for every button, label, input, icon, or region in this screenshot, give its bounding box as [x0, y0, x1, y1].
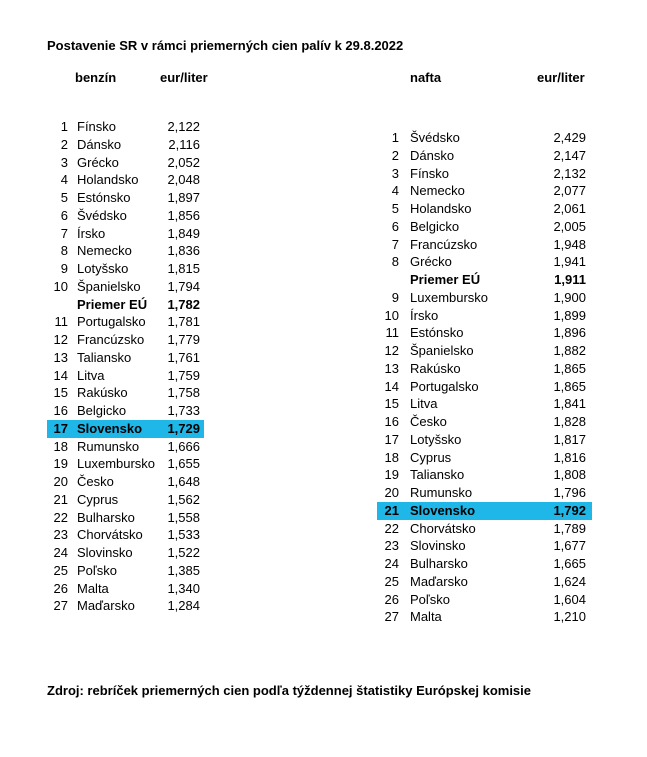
rank-cell: 24: [384, 556, 399, 571]
rank-cell: 19: [53, 456, 68, 472]
rank-cell: 23: [53, 527, 68, 543]
price-cell: 2,048: [167, 172, 200, 188]
country-cell: Slovensko: [410, 502, 476, 518]
price-cell: 1,899: [553, 307, 586, 323]
country-cell: Malta: [410, 609, 442, 625]
rank-cell: 15: [384, 396, 399, 412]
rank-cell: 3: [60, 154, 68, 170]
rank-cell: 10: [384, 307, 399, 323]
price-cell: 1,828: [553, 414, 586, 429]
table-row: [47, 331, 204, 349]
country-cell: Španielsko: [410, 343, 474, 358]
country-cell: Dánsko: [410, 147, 455, 163]
rank-cell: 21: [53, 491, 68, 507]
country-cell: Nemecko: [410, 183, 465, 199]
table-row: [377, 555, 592, 573]
highlighted-row: [47, 420, 204, 438]
table-row: [47, 491, 204, 509]
price-cell: 1,340: [167, 580, 200, 596]
table-row: [47, 526, 204, 544]
rank-cell: 20: [53, 474, 68, 489]
rank-cell: 27: [53, 598, 68, 614]
table-row: [377, 360, 592, 378]
rank-cell: 11: [385, 325, 399, 341]
country-cell: Rumunsko: [77, 438, 140, 454]
rank-cell: 26: [53, 580, 68, 596]
country-cell: Írsko: [77, 225, 106, 241]
price-cell: 2,116: [168, 136, 200, 152]
nafta-ranking-table: [377, 129, 592, 626]
table-row: [47, 189, 204, 207]
rank-cell: 8: [60, 243, 68, 259]
country-cell: Švédsko: [410, 130, 460, 145]
country-cell: Švédsko: [77, 207, 127, 223]
table-row: [377, 395, 592, 413]
table-row: [47, 367, 204, 385]
price-cell: 1,385: [167, 562, 200, 578]
price-cell: 1,558: [167, 509, 200, 525]
price-cell: 2,005: [553, 218, 586, 234]
price-cell: 1,882: [553, 343, 586, 358]
country-cell: Dánsko: [77, 136, 122, 152]
rank-cell: 3: [391, 165, 399, 181]
table-row: [47, 278, 204, 296]
country-cell: Estónsko: [77, 190, 131, 205]
country-cell: Grécko: [77, 154, 119, 170]
rank-cell: 14: [384, 378, 399, 394]
rank-cell: 18: [53, 438, 68, 454]
table-row: [47, 313, 204, 331]
price-cell: 2,122: [167, 119, 200, 134]
table-row: [377, 165, 592, 183]
price-cell: 1,624: [553, 573, 586, 589]
benzin-header-unit: eur/liter: [160, 70, 208, 85]
table-row: [377, 608, 592, 626]
price-cell: 1,782: [167, 296, 200, 312]
country-cell: Fínsko: [77, 119, 117, 134]
rank-cell: 11: [54, 314, 68, 330]
price-cell: 1,896: [553, 325, 586, 341]
country-cell: Bulharsko: [410, 556, 468, 571]
country-cell: Česko: [410, 414, 447, 429]
table-row: [377, 307, 592, 325]
rank-cell: 13: [53, 349, 68, 365]
eu-average-row: [377, 271, 592, 289]
nafta-header-unit: eur/liter: [537, 70, 585, 85]
table-row: [377, 218, 592, 236]
price-cell: 1,665: [553, 556, 586, 571]
table-row: [47, 118, 204, 136]
price-cell: 1,792: [553, 502, 586, 518]
country-cell: Slovinsko: [410, 538, 466, 554]
price-cell: 1,655: [167, 456, 200, 472]
price-cell: 2,061: [553, 201, 586, 216]
table-row: [47, 562, 204, 580]
country-cell: Maďarsko: [410, 573, 468, 589]
rank-cell: 2: [391, 147, 399, 163]
country-cell: Holandsko: [410, 201, 472, 216]
price-cell: 1,779: [167, 332, 200, 347]
table-row: [377, 431, 592, 449]
rank-cell: 16: [384, 414, 399, 429]
table-row: [377, 182, 592, 200]
table-row: [47, 242, 204, 260]
country-cell: Portugalsko: [77, 314, 146, 330]
country-cell: Rumunsko: [410, 485, 473, 500]
price-cell: 1,794: [167, 278, 200, 294]
country-cell: Lotyšsko: [77, 261, 129, 276]
rank-cell: 1: [391, 130, 399, 145]
rank-cell: 17: [384, 431, 399, 447]
price-cell: 1,562: [167, 491, 200, 507]
table-row: [377, 537, 592, 555]
price-cell: 1,865: [553, 360, 586, 376]
country-cell: Taliansko: [410, 467, 465, 483]
rank-cell: 9: [60, 261, 68, 276]
rank-cell: 13: [384, 360, 399, 376]
country-cell: Priemer EÚ: [410, 272, 481, 287]
rank-cell: 20: [384, 485, 399, 500]
table-row: [377, 147, 592, 165]
country-cell: Belgicko: [77, 403, 127, 418]
price-cell: 1,897: [167, 190, 200, 205]
rank-cell: 16: [53, 403, 68, 418]
table-row: [377, 573, 592, 591]
price-cell: 1,948: [553, 236, 586, 252]
country-cell: Rakúsko: [410, 360, 461, 376]
table-row: [377, 413, 592, 431]
country-cell: Nemecko: [77, 243, 132, 259]
price-cell: 1,284: [167, 598, 200, 614]
country-cell: Bulharsko: [77, 509, 135, 525]
table-row: [377, 449, 592, 467]
rank-cell: 5: [391, 201, 399, 216]
table-row: [47, 136, 204, 154]
country-cell: Holandsko: [77, 172, 139, 188]
rank-cell: 26: [384, 591, 399, 607]
table-row: [47, 349, 204, 367]
price-cell: 1,900: [553, 289, 586, 305]
country-cell: Luxembursko: [77, 456, 156, 472]
rank-cell: 4: [60, 172, 68, 188]
table-row: [377, 484, 592, 502]
table-row: [47, 154, 204, 172]
rank-cell: 12: [53, 332, 68, 347]
rank-cell: 9: [391, 289, 399, 305]
price-cell: 1,761: [167, 349, 200, 365]
country-cell: Francúzsko: [410, 236, 478, 252]
table-row: [377, 253, 592, 271]
country-cell: Litva: [77, 367, 105, 383]
country-cell: Portugalsko: [410, 378, 479, 394]
country-cell: Lotyšsko: [410, 431, 462, 447]
rank-cell: 25: [53, 562, 68, 578]
price-cell: 1,729: [167, 420, 200, 436]
table-row: [47, 171, 204, 189]
table-row: [377, 342, 592, 360]
rank-cell: 6: [391, 218, 399, 234]
table-row: [47, 544, 204, 562]
country-cell: Cyprus: [77, 491, 119, 507]
table-row: [377, 378, 592, 396]
rank-cell: 14: [53, 367, 68, 383]
benzin-header-fuel: benzín: [75, 70, 117, 85]
country-cell: Írsko: [410, 307, 439, 323]
table-row: [377, 324, 592, 342]
nafta-header-fuel: nafta: [410, 70, 442, 85]
table-row: [47, 580, 204, 598]
price-cell: 1,210: [553, 609, 586, 625]
price-cell: 1,911: [554, 272, 586, 287]
country-cell: Poľsko: [410, 591, 450, 607]
rank-cell: 19: [384, 467, 399, 483]
eu-average-row: [47, 296, 204, 314]
price-cell: 1,816: [553, 449, 586, 465]
price-cell: 1,841: [553, 396, 586, 412]
rank-cell: 21: [384, 502, 399, 518]
price-cell: 1,666: [167, 438, 200, 454]
table-row: [377, 200, 592, 218]
country-cell: Rakúsko: [77, 385, 128, 401]
country-cell: Slovinsko: [77, 545, 133, 560]
country-cell: Španielsko: [77, 278, 141, 294]
table-row: [377, 129, 592, 147]
rank-cell: 8: [391, 254, 399, 270]
rank-cell: 4: [391, 183, 399, 199]
price-cell: 1,789: [553, 520, 586, 536]
country-cell: Malta: [77, 580, 109, 596]
price-cell: 1,849: [167, 225, 200, 241]
highlighted-row: [377, 502, 592, 520]
page-title: Postavenie SR v rámci priemerných cien palív k 29.8.2022: [47, 38, 404, 53]
country-cell: Chorvátsko: [410, 520, 476, 536]
rank-cell: 17: [53, 420, 68, 436]
rank-cell: 15: [53, 385, 68, 401]
table-row: [47, 597, 204, 615]
price-cell: 1,817: [553, 431, 586, 447]
country-cell: Luxembursko: [410, 289, 489, 305]
rank-cell: 27: [384, 609, 399, 625]
rank-cell: 22: [53, 509, 68, 525]
price-cell: 1,648: [167, 474, 200, 489]
price-cell: 1,796: [553, 485, 586, 500]
rank-cell: 22: [384, 520, 399, 536]
rank-cell: 7: [60, 225, 68, 241]
country-cell: Grécko: [410, 254, 452, 270]
price-cell: 1,808: [553, 467, 586, 483]
price-cell: 2,429: [553, 130, 586, 145]
country-cell: Belgicko: [410, 218, 460, 234]
country-cell: Cyprus: [410, 449, 452, 465]
country-cell: Taliansko: [77, 349, 132, 365]
country-cell: Poľsko: [77, 562, 117, 578]
rank-cell: 18: [384, 449, 399, 465]
price-cell: 1,677: [553, 538, 586, 554]
price-cell: 1,522: [167, 545, 200, 560]
table-row: [47, 260, 204, 278]
country-cell: Estónsko: [410, 325, 464, 341]
country-cell: Chorvátsko: [77, 527, 143, 543]
price-cell: 1,865: [553, 378, 586, 394]
country-cell: Maďarsko: [77, 598, 135, 614]
rank-cell: 25: [384, 573, 399, 589]
price-cell: 1,836: [167, 243, 200, 259]
price-cell: 1,856: [167, 207, 200, 223]
rank-cell: 7: [391, 236, 399, 252]
table-row: [47, 509, 204, 527]
country-cell: Slovensko: [77, 420, 143, 436]
price-cell: 1,758: [167, 385, 200, 401]
price-cell: 1,781: [167, 314, 200, 330]
table-row: [377, 236, 592, 254]
country-cell: Fínsko: [410, 165, 450, 181]
country-cell: Česko: [77, 474, 114, 489]
table-row: [47, 473, 204, 491]
table-row: [377, 591, 592, 609]
price-cell: 1,941: [553, 254, 586, 270]
table-row: [377, 289, 592, 307]
table-row: [47, 384, 204, 402]
benzin-ranking-table: [47, 118, 204, 615]
rank-cell: 6: [60, 207, 68, 223]
country-cell: Priemer EÚ: [77, 296, 148, 312]
table-row: [377, 520, 592, 538]
rank-cell: 23: [384, 538, 399, 554]
price-cell: 1,604: [553, 591, 586, 607]
price-cell: 2,052: [167, 154, 200, 170]
table-row: [47, 455, 204, 473]
rank-cell: 2: [60, 136, 68, 152]
source-note: Zdroj: rebríček priemerných cien podľa týždennej štatistiky Európskej komisie: [47, 683, 531, 698]
table-row: [47, 225, 204, 243]
rank-cell: 12: [384, 343, 399, 358]
country-cell: Litva: [410, 396, 438, 412]
price-cell: 2,147: [553, 147, 586, 163]
price-cell: 1,815: [167, 261, 200, 276]
price-cell: 1,733: [167, 403, 200, 418]
price-cell: 1,533: [167, 527, 200, 543]
table-row: [47, 402, 204, 420]
rank-cell: 5: [60, 190, 68, 205]
table-row: [47, 207, 204, 225]
rank-cell: 24: [53, 545, 68, 560]
price-cell: 2,077: [553, 183, 586, 199]
country-cell: Francúzsko: [77, 332, 145, 347]
rank-cell: 10: [53, 278, 68, 294]
rank-cell: 1: [60, 119, 68, 134]
price-cell: 2,132: [553, 165, 586, 181]
table-row: [47, 438, 204, 456]
table-row: [377, 466, 592, 484]
price-cell: 1,759: [167, 367, 200, 383]
